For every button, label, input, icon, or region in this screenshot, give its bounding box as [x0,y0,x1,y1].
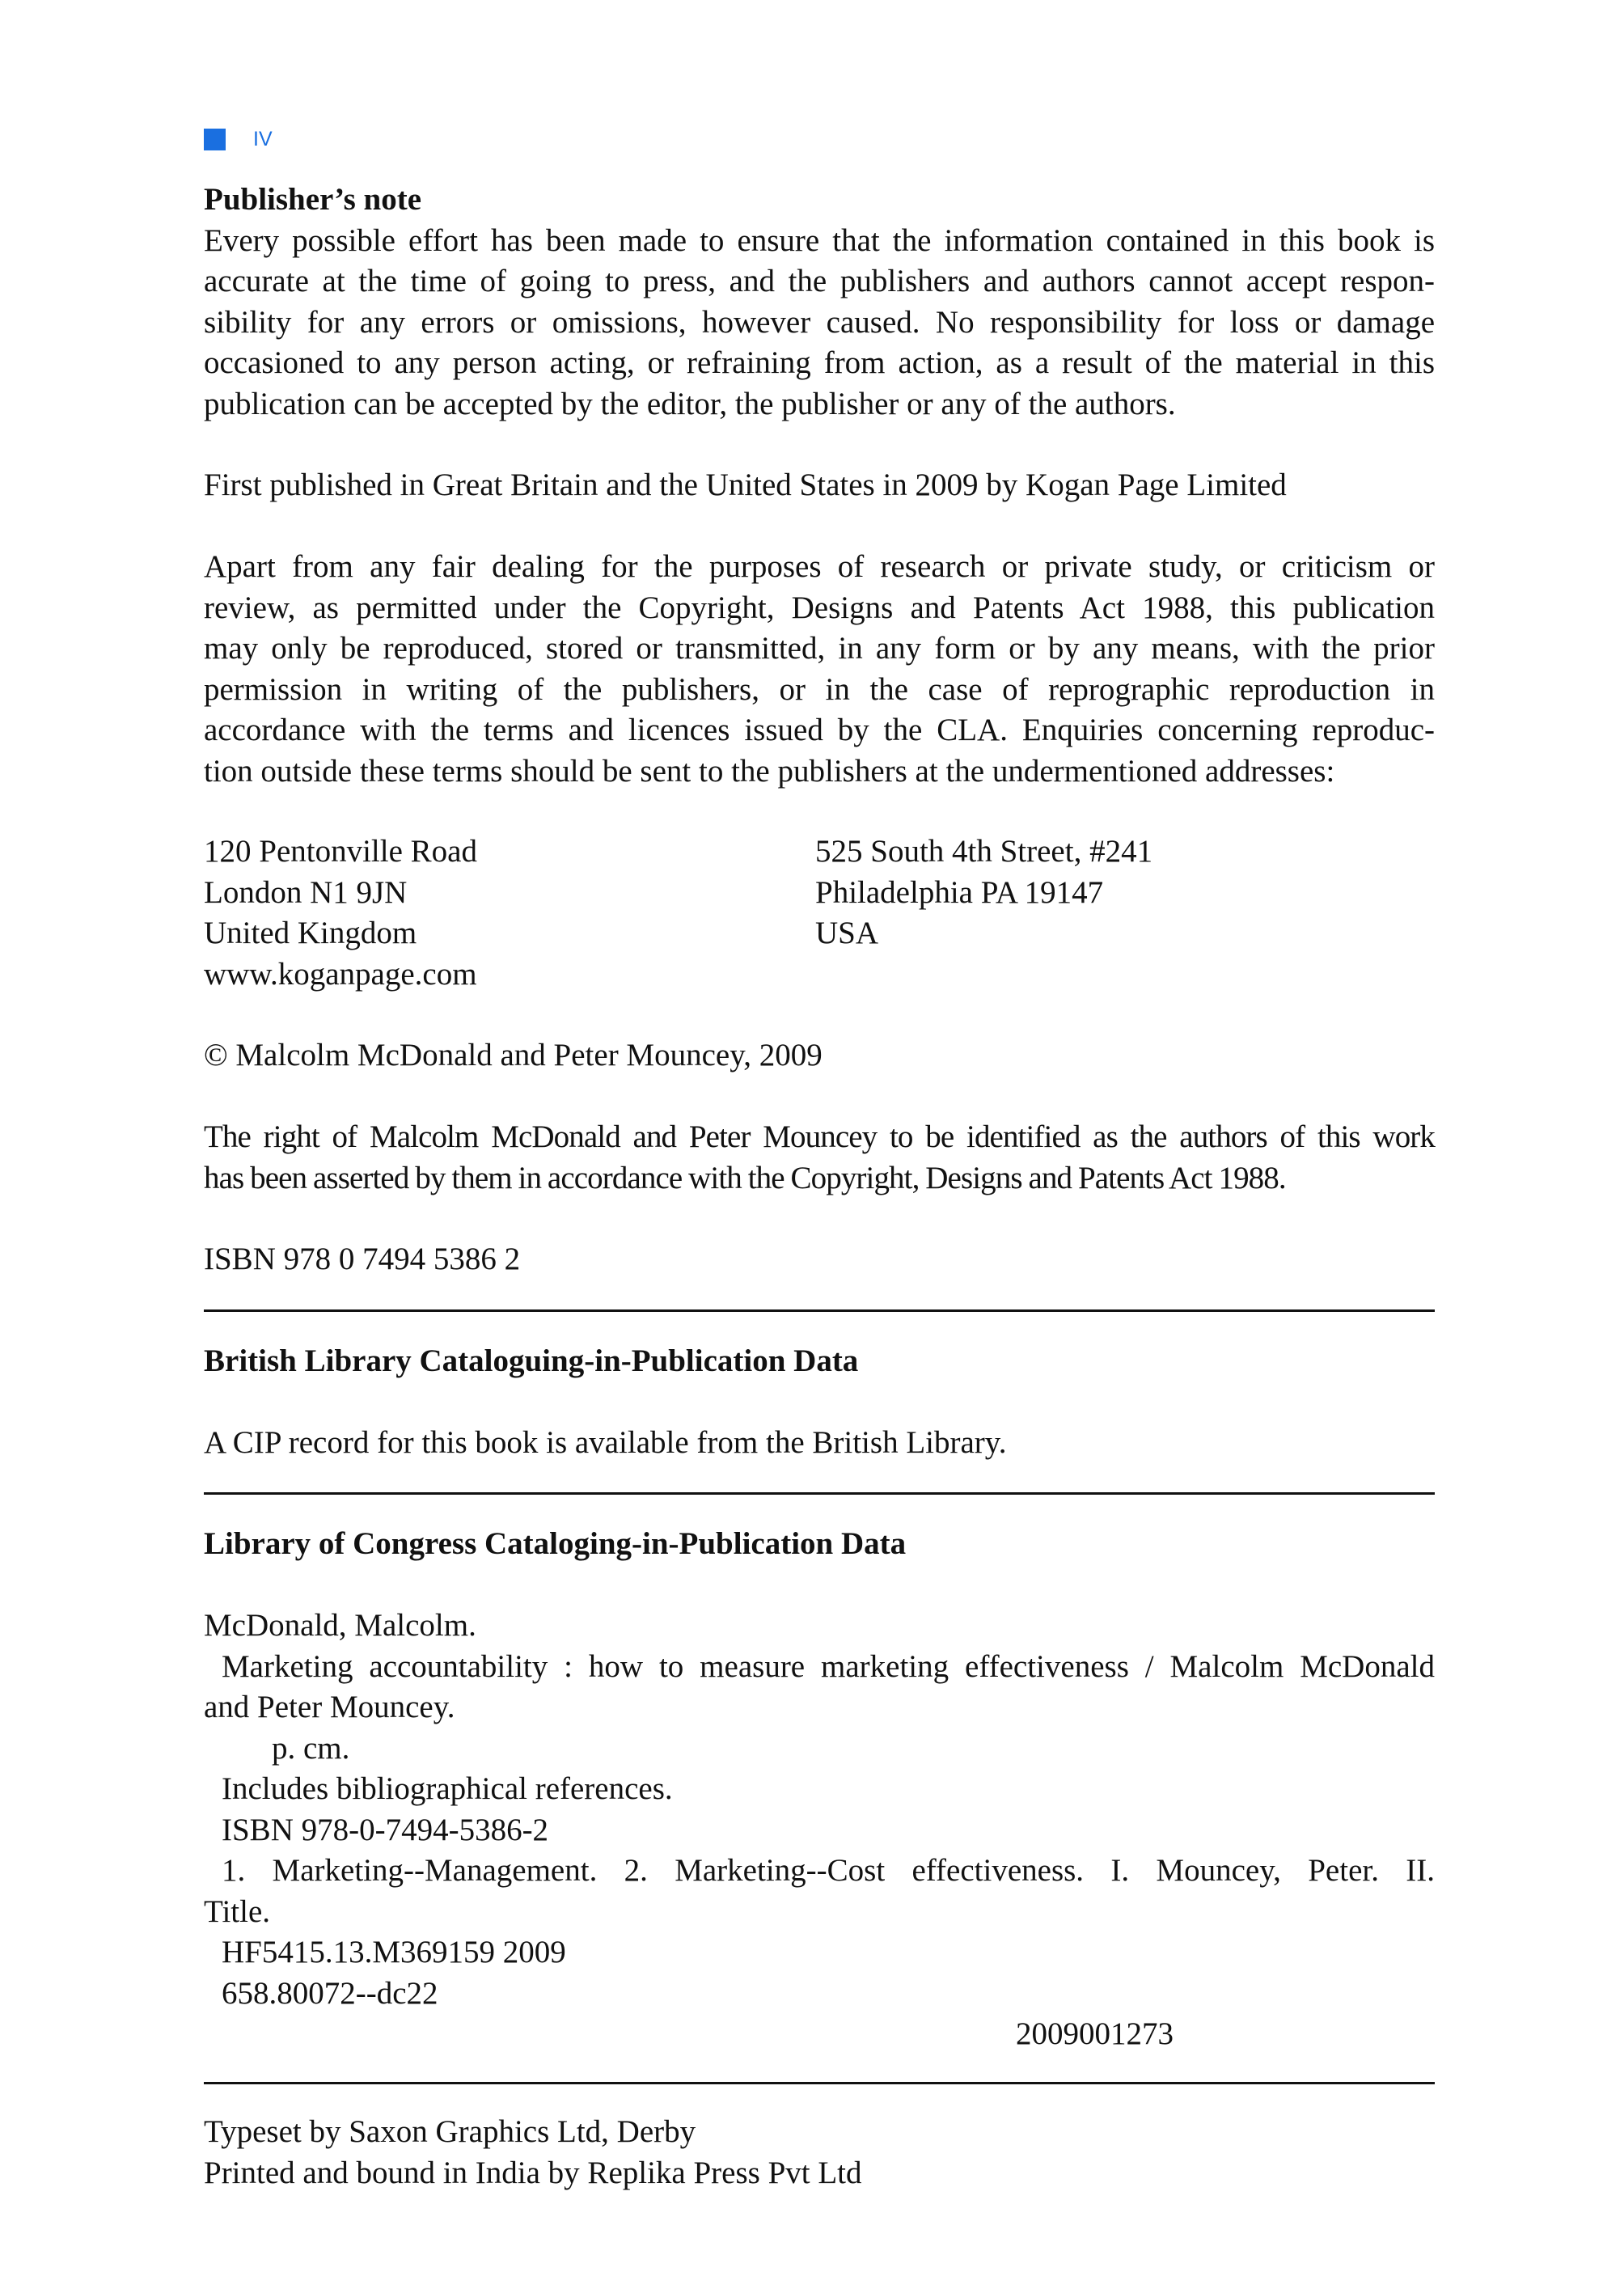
loc-line: HF5415.13.M369159 2009 [222,1935,566,1969]
rights-notice-line: accordance with the terms and licences issued by the CLA. Enquiries concerning reproduc- [204,713,1435,747]
british-library-cip [204,1341,1435,1464]
publishers-note-line: sibility for any errors or omissions, however caused. No responsibility for loss or damage [204,304,1435,340]
printer-credit: Printed and bound in India by Replika Press Pvt Ltd [204,2155,862,2190]
loc-line: 658.80072--dc22 [222,1975,438,2011]
rights-notice-line: may only be reproduced, stored or transmitted, in any form or by any means, with the prior [204,631,1435,666]
publisher-addresses [204,831,1435,1001]
address-us-line: USA [815,916,879,950]
loc-line: ISBN 978-0-7494-5386-2 [222,1812,549,1847]
first-published-text: First published in Great Britain and the United States in 2009 by Kogan Page Limited [204,467,1287,502]
address-us-line: Philadelphia PA 19147 [815,874,1104,910]
isbn [204,1239,1435,1280]
copyright-notice [204,1035,1435,1077]
loc-line: and Peter Mouncey. [204,1690,455,1724]
address-us-line: 525 South 4th Street, #241 [815,834,1153,869]
loc-heading: Library of Congress Cataloging-in-Publication Data [204,1526,907,1561]
divider [204,2082,1435,2084]
rights-notice [204,547,1435,792]
first-published [204,465,1435,506]
address-uk-line: United Kingdom [204,916,417,950]
publishers-note-line: publication can be accepted by the editor, the publisher or any of the authors. [204,386,1176,421]
folio-square-icon [204,129,226,150]
address-us [815,831,1152,954]
british-library-heading: British Library Cataloguing-in-Publication Data [204,1343,859,1378]
loc-line: p. cm. [272,1730,350,1766]
loc-line: McDonald, Malcolm. [204,1608,476,1643]
library-of-congress-cip [204,1524,1435,2055]
loc-line: Includes bibliographical references. [222,1771,673,1806]
publishers-note-line: occasioned to any person acting, or refraining from action, as a result of the material in this [204,345,1435,380]
divider [204,1309,1435,1312]
publisher-website-link[interactable]: www.koganpage.com [204,956,477,992]
loc-control-number: 2009001273 [1016,2016,1174,2051]
loc-line: Title. [204,1893,271,1929]
rights-notice-line: review, as permitted under the Copyright, Designs and Patents Act 1988, this publication [204,590,1435,625]
address-uk-line: London N1 9JN [204,874,408,910]
divider [204,1492,1435,1495]
loc-line: 1. Marketing--Management. 2. Marketing--Cost effectiveness. I. Mouncey, Peter. II. [222,1853,1435,1888]
moral-rights-line: The right of Malcolm McDonald and Peter Mouncey to be identified as the authors of this work [204,1119,1435,1154]
production-credits [204,2112,1435,2194]
publishers-note-line: accurate at the time of going to press, and the publishers and authors cannot accept respon- [204,264,1435,298]
page-number: IV [253,128,273,150]
address-uk [204,831,477,995]
publishers-note-line: Every possible effort has been made to ensure that the information contained in this book is [204,222,1435,258]
loc-line: Marketing accountability : how to measure marketing effectiveness / Malcolm McDonald [222,1648,1435,1684]
moral-rights-line: has been asserted by them in accordance with the Copyright, Designs and Patents Act 1988. [204,1160,1286,1195]
isbn-text: ISBN 978 0 7494 5386 2 [204,1242,521,1276]
page-folio [204,127,273,151]
rights-notice-line: Apart from any fair dealing for the purposes of research or private study, or criticism or [204,549,1435,584]
publishers-note-heading: Publisher’s note [204,182,422,217]
publishers-note [204,180,1435,425]
moral-rights [204,1117,1435,1199]
british-library-text: A CIP record for this book is available from the British Library. [204,1425,1007,1460]
copyright-text: © Malcolm McDonald and Peter Mouncey, 2009 [204,1038,823,1072]
rights-notice-line: permission in writing of the publishers, or in the case of reprographic reproduction in [204,671,1435,707]
address-uk-line: 120 Pentonville Road [204,834,477,869]
typeset-credit: Typeset by Saxon Graphics Ltd, Derby [204,2114,696,2149]
rights-notice-line: tion outside these terms should be sent to the publishers at the undermentioned addresses: [204,753,1335,789]
